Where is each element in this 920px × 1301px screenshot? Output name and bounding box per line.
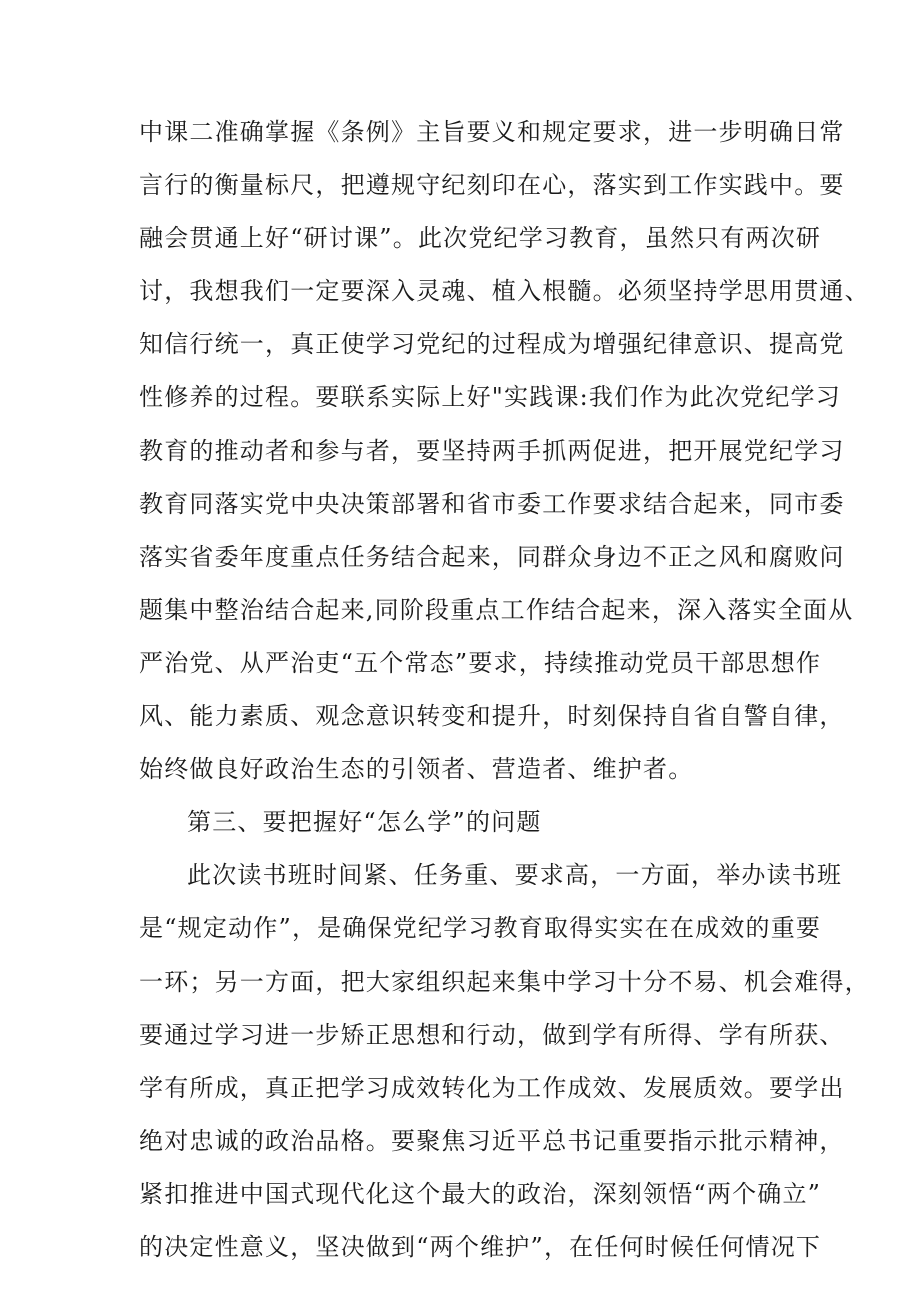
text-line: 言行的衡量标尺，把遵规守纪刻印在心，落实到工作实践中。要 [139, 171, 845, 200]
text-line: 的决定性意义，坚决做到“两个维护”，在任何时候任何情况下 [139, 1232, 822, 1261]
text-line: 严治党、从严治吏“五个常态”要求，持续推动党员干部思想作 [139, 648, 822, 677]
text-line: 教育同落实党中央决策部署和省市委工作要求结合起来，同市委 [139, 489, 845, 518]
text-line: 始终做良好政治生态的引领者、营造者、维护者。 [139, 755, 694, 784]
text-line: 中课二准确掌握《条例》主旨要义和规定要求，进一步明确日常 [139, 118, 845, 146]
text-line: 性修养的过程。要联系实际上好"实践课:我们作为此次党纪学习 [139, 383, 841, 412]
document-body [139, 106, 870, 1274]
text-line: 紧扣推进中国式现代化这个最大的政治，深刻领悟“两个确立” [139, 1179, 822, 1208]
text-line: 绝对忠诚的政治品格。要聚焦习近平总书记重要指示批示精神， [139, 1126, 845, 1155]
text-line: 题集中整治结合起来,同阶段重点工作结合起来，深入落实全面从 [139, 595, 854, 624]
text-line: 讨，我想我们一定要深入灵魂、植入根髓。必须坚持学思用贯通、 [139, 277, 870, 306]
section-heading: 第三、要把握好“怎么学”的问题 [187, 808, 542, 837]
text-line: 知信行统一，真正使学习党纪的过程成为增强纪律意识、提高党 [139, 330, 845, 359]
text-line: 此次读书班时间紧、任务重、要求高，一方面，举办读书班 [187, 861, 843, 890]
text-line: 教育的推动者和参与者，要坚持两手抓两促进，把开展党纪学习 [139, 436, 845, 465]
text-line: 落实省委年度重点任务结合起来，同群众身边不正之风和腐败问 [139, 542, 845, 571]
text-line: 融会贯通上好“研讨课”。此次党纪学习教育，虽然只有两次研 [139, 224, 822, 253]
text-line: 学有所成，真正把学习成效转化为工作成效、发展质效。要学出 [139, 1073, 845, 1102]
text-line: 要通过学习进一步矫正思想和行动，做到学有所得、学有所获、 [139, 1020, 845, 1049]
text-line: 风、能力素质、观念意识转变和提升，时刻保持自省自警自律， [139, 702, 845, 731]
text-line: 是“规定动作”，是确保党纪学习教育取得实实在在成效的重要 [139, 914, 822, 943]
text-line: 一环；另一方面，把大家组织起来集中学习十分不易、机会难得， [139, 967, 870, 996]
